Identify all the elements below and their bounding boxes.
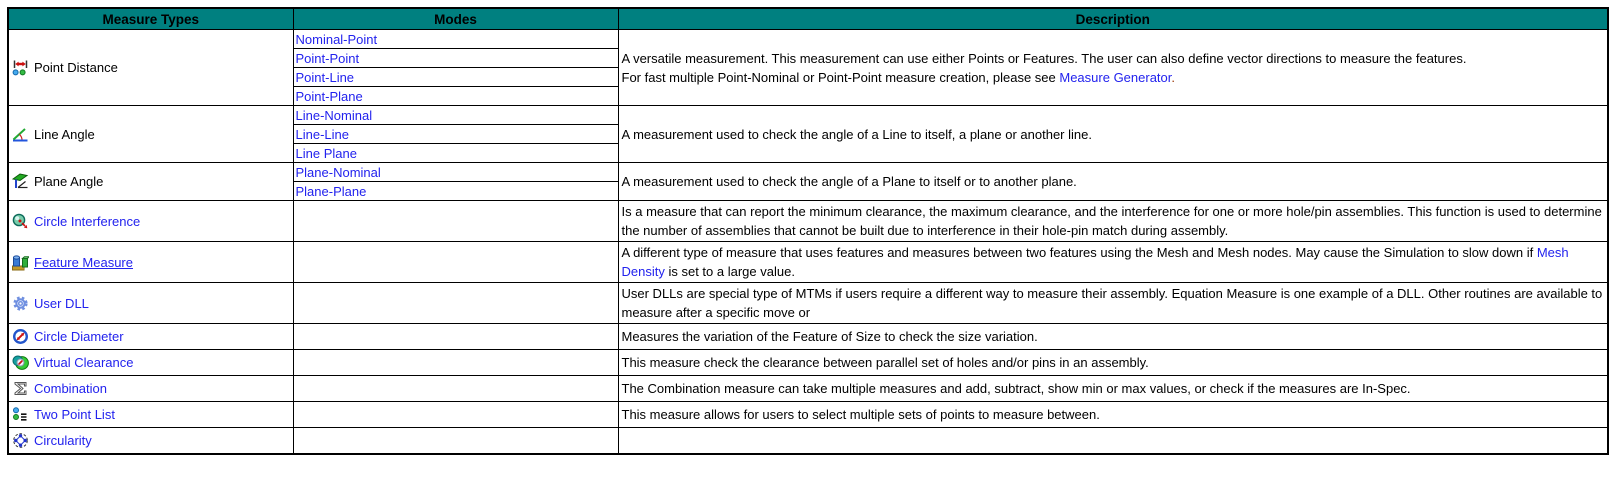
mode-cell-empty <box>293 350 618 376</box>
circle-diameter-link[interactable]: Circle Diameter <box>34 329 124 344</box>
two-point-list-link[interactable]: Two Point List <box>34 407 115 422</box>
mode-link-line-line[interactable]: Line-Line <box>295 126 349 142</box>
two-point-list-icon <box>12 406 29 423</box>
header-row <box>8 8 1608 30</box>
mode-cell <box>293 163 618 182</box>
measure-types-table <box>7 7 1609 455</box>
mode-cell <box>293 106 618 125</box>
header-measure-types: Measure Types <box>8 8 293 30</box>
row-combination <box>8 376 1608 402</box>
mode-link-point-point[interactable]: Point-Point <box>295 50 360 66</box>
type-cell-combination <box>8 376 293 402</box>
type-cell-circle-interference <box>8 201 293 242</box>
virtual-clearance-icon <box>12 354 29 371</box>
mode-cell-empty <box>293 242 618 283</box>
desc-cell-circle-interference <box>618 201 1608 242</box>
desc-cell-user-dll <box>618 283 1608 324</box>
type-cell-feature-measure <box>8 242 293 283</box>
header-modes: Modes <box>293 8 618 30</box>
mode-link-line-plane[interactable]: Line Plane <box>295 145 357 161</box>
desc-cell-point-distance <box>618 30 1608 106</box>
desc-cell-circle-diameter <box>618 324 1608 350</box>
type-cell-two-point-list <box>8 402 293 428</box>
type-cell-circle-diameter <box>8 324 293 350</box>
desc-cell-virtual-clearance <box>618 350 1608 376</box>
circle-diameter-icon <box>12 328 29 345</box>
mode-cell <box>293 30 618 49</box>
mode-cell-empty <box>293 283 618 324</box>
circularity-link[interactable]: Circularity <box>34 432 92 448</box>
type-cell-user-dll <box>8 283 293 324</box>
mode-cell <box>293 87 618 106</box>
description-paragraph: A versatile measurement. This measurement can use either Points or Features. The user can also define vector directions to measure the features. <box>621 50 1467 66</box>
row-feature-measure <box>8 242 1608 283</box>
circularity-icon <box>12 432 29 449</box>
type-label: Point Distance <box>34 60 118 75</box>
header-description: Description <box>618 8 1608 30</box>
mode-cell <box>293 144 618 163</box>
mode-link-nominal-point[interactable]: Nominal-Point <box>295 31 378 47</box>
point-distance-icon <box>12 59 29 76</box>
mode-link-point-plane[interactable]: Point-Plane <box>295 88 363 104</box>
combination-link[interactable]: Combination <box>34 381 107 396</box>
gear-icon <box>12 295 29 312</box>
description-text: Measures the variation of the Feature of Size to check the size variation. <box>621 329 1038 344</box>
mode-cell-empty <box>293 428 618 454</box>
description-text: This measure allows for users to select multiple sets of points to measure between. <box>621 407 1100 422</box>
description-text: The Combination measure can take multiple measures and add, subtract, show min or max values, or check if the measures are In-Spec. <box>621 381 1411 396</box>
feature-measure-link[interactable]: Feature Measure <box>34 254 133 270</box>
mode-cell <box>293 68 618 87</box>
description-text: A measurement used to check the angle of a Line to itself, a plane or another line. <box>621 126 1092 142</box>
measure-generator-link[interactable]: Measure Generator <box>1059 69 1172 85</box>
mode-cell-empty <box>293 324 618 350</box>
desc-cell-circularity <box>618 428 1608 454</box>
row-point-distance <box>8 30 1608 49</box>
mode-cell <box>293 182 618 201</box>
desc-cell-line-angle <box>618 106 1608 163</box>
row-circularity <box>8 428 1608 454</box>
description-text: User DLLs are special type of MTMs if users require a different way to measure their assembly. Equation Measure is one example of a DLL. Other routines are available to measure after a specific move or <box>621 286 1603 320</box>
row-circle-diameter <box>8 324 1608 350</box>
row-virtual-clearance <box>8 350 1608 376</box>
row-user-dll <box>8 283 1608 324</box>
user-dll-link[interactable]: User DLL <box>34 295 89 311</box>
type-cell-line-angle <box>8 106 293 163</box>
circle-interference-link[interactable]: Circle Interference <box>34 213 141 229</box>
type-cell-plane-angle <box>8 163 293 201</box>
row-two-point-list <box>8 402 1608 428</box>
type-cell-point-distance <box>8 30 293 106</box>
mode-link-line-nominal[interactable]: Line-Nominal <box>295 107 373 123</box>
description-text: Is a measure that can report the minimum clearance, the maximum clearance, and the interference for one or more hole/pin assemblies. This function is used to determine the number of assemblies that cannot be built due to interference in their hole-pin match during assembly. <box>621 204 1602 238</box>
mode-cell <box>293 125 618 144</box>
virtual-clearance-link[interactable]: Virtual Clearance <box>34 355 134 370</box>
desc-cell-feature-measure: A different type of measure that uses features and measures between two features using the Mesh and Mesh nodes. May cause the Simulation to slow down if Mesh Density is set to a large value. <box>618 242 1608 283</box>
mesh-density-link[interactable]: Mesh Density <box>621 245 1569 279</box>
type-label: Plane Angle <box>34 174 104 189</box>
description-text: This measure check the clearance between parallel set of holes and/or pins in an assembly. <box>621 355 1149 370</box>
line-angle-icon <box>12 126 29 143</box>
mode-link-plane-nominal[interactable]: Plane-Nominal <box>295 164 381 180</box>
type-cell-circularity <box>8 428 293 454</box>
desc-cell-plane-angle <box>618 163 1608 201</box>
feature-measure-icon <box>12 254 29 271</box>
type-label: Line Angle <box>34 126 95 142</box>
type-cell-virtual-clearance <box>8 350 293 376</box>
row-plane-angle <box>8 163 1608 182</box>
plane-angle-icon <box>12 173 29 190</box>
sigma-icon <box>12 380 29 397</box>
mode-cell <box>293 49 618 68</box>
desc-cell-combination <box>618 376 1608 402</box>
mode-cell-empty <box>293 201 618 242</box>
row-circle-interference <box>8 201 1608 242</box>
mode-cell-empty <box>293 402 618 428</box>
description-paragraph: For fast multiple Point-Nominal or Point-Point measure creation, please see Measure Generator. <box>621 69 1176 85</box>
mode-link-plane-plane[interactable]: Plane-Plane <box>295 183 367 199</box>
desc-cell-two-point-list <box>618 402 1608 428</box>
description-text: A measurement used to check the angle of a Plane to itself or to another plane. <box>621 174 1077 189</box>
circle-interference-icon <box>12 213 29 230</box>
mode-cell-empty <box>293 376 618 402</box>
mode-link-point-line[interactable]: Point-Line <box>295 69 355 85</box>
row-line-angle <box>8 106 1608 125</box>
